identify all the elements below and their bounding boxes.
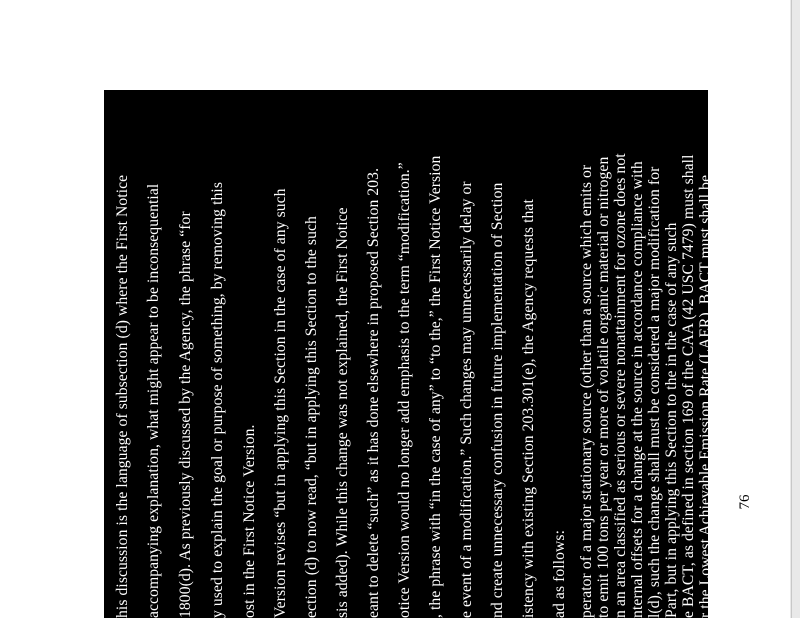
page-number: 76 — [737, 494, 753, 510]
text-line: to emit 100 tons per year or more of volatile organic material or nitrogen — [595, 156, 612, 618]
text-line: eant to delete “such” as it has done elsewhere in proposed Section 203. — [365, 167, 382, 618]
text-line: otice Version would no longer add emphasis to the term “modification.” — [396, 162, 413, 618]
text-line: ection (d) to now read, “but in applying this Section to the such — [303, 216, 320, 618]
text-line: his discussion is the language of subsection (d) where the First Notice — [114, 174, 131, 618]
text-line: r the Lowest Achievable Emission Rate (LAER). BACT must shall be — [697, 174, 714, 618]
scanned-page — [104, 90, 731, 618]
text-line: l(d), such the change shall must be considered a major modification for — [646, 166, 663, 618]
text-line: cordance ing to the with policies and procedures published by USEPA. — [714, 169, 731, 618]
text-line: istency with existing Section 203.301(e), the Agency requests that — [520, 199, 537, 618]
rotated-text-block — [104, 90, 731, 618]
text-line: e BACT, as defined in section 169 of the CAA (42 USC 7479) must shall — [680, 154, 697, 618]
text-line: , the phrase with “in the case of any” to “to the,” the First Notice Version — [427, 155, 444, 618]
text-line: Part, but in applying this Section to the in the case of any such — [663, 222, 680, 618]
page-edge-line — [791, 0, 792, 618]
text-line: sis added). While this change was not explained, the First Notice — [334, 207, 351, 618]
text-line: e event of a modification.” Such changes may unnecessarily delay or — [458, 181, 475, 618]
text-line: ad as follows: — [551, 529, 568, 618]
text-line: perator of a major stationary source (other than a source which emits or — [578, 164, 595, 618]
text-line: nternal offsets for a change at the source in accordance compliance with — [629, 161, 646, 618]
text-line: 1800(d). As previously discussed by the Agency, the phrase “for — [177, 211, 194, 618]
text-line: n an area classified as serious or severe nonattainment for ozone does not — [612, 153, 629, 618]
text-line: accompanying explanation, what might appear to be inconsequential — [145, 183, 162, 618]
text-line: nd create unnecessary confusion in future implementation of Section — [489, 182, 506, 618]
text-line: y used to explain the goal or purpose of something, by removing this — [209, 182, 226, 618]
text-line: Version revises “but in applying this Section in the case of any such — [272, 188, 289, 618]
text-line: ost in the First Notice Version. — [241, 424, 258, 618]
